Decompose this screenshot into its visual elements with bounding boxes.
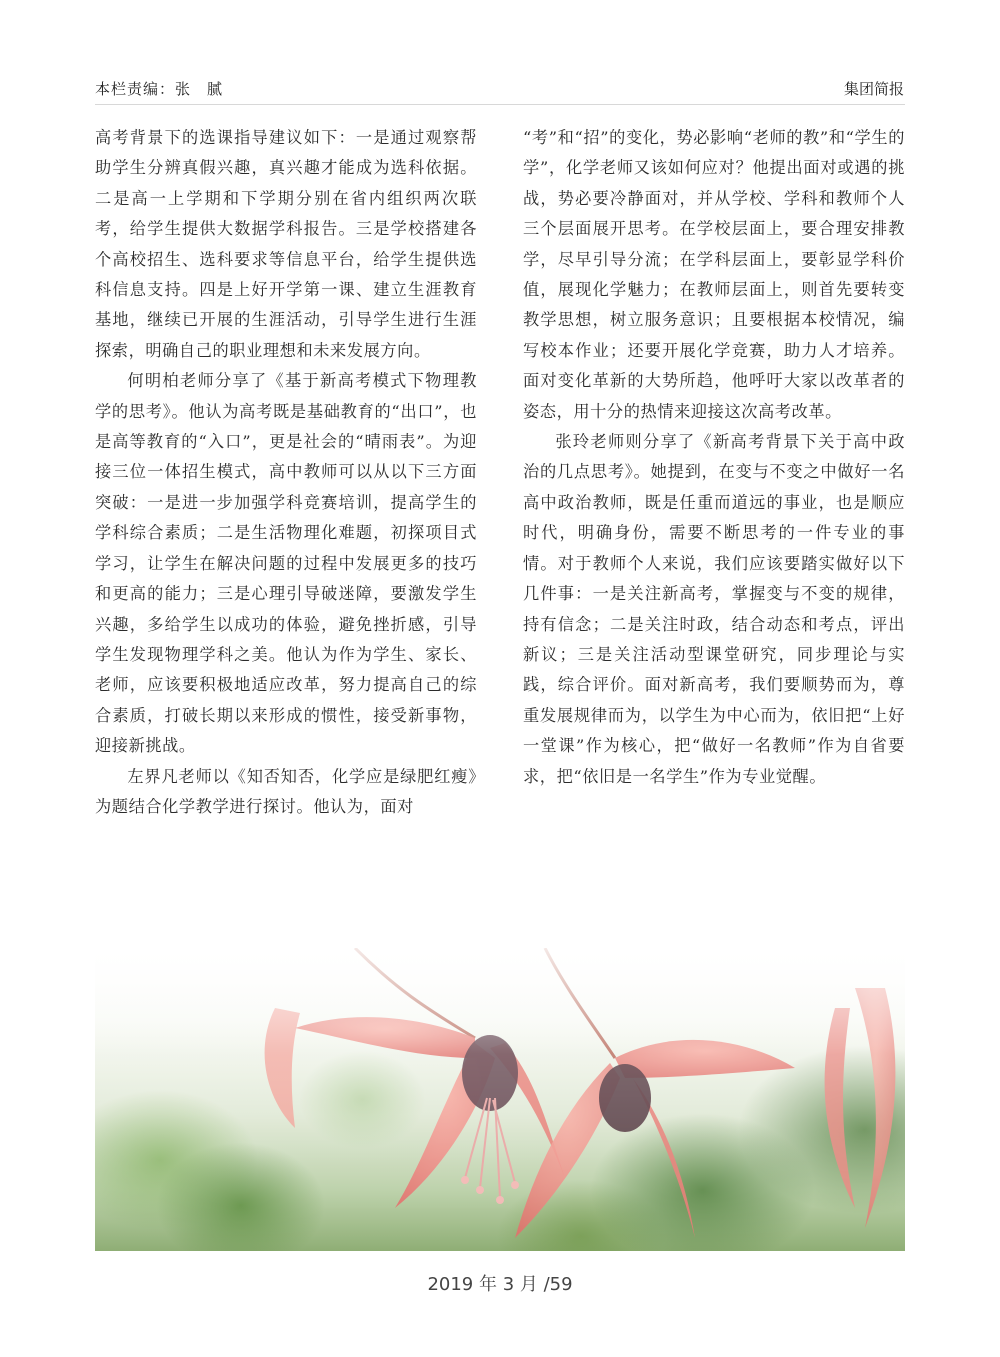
paragraph: 张玲老师则分享了《新高考背景下关于高中政治的几点思考》。她提到，在变与不变之中做好一名高中政治教师，既是任重而道远的事业，也是顺应时代，明确身份，需要不断思考的一件专业的事情。对于教师个人来说，我们应该要踏实做好以下几件事：一是关注新高考，掌握变与不变的规律，持有信念；二是关注时政，结合动态和考点，评出新议；三是关注活动型课堂研究，同步理论与实践，综合评价。面对新高考，我们要顺势而为，尊重发展规律而为，以学生为中心而为，依旧把“上好一堂课”作为核心，把“做好一名教师”作为自省要求，把“依旧是一名学生”作为专业觉醒。 [523,432,905,786]
section-title: 集团简报 [843,80,904,98]
flower-illustration [95,948,905,1251]
paragraph: “考”和“招”的变化，势必影响“老师的教”和“学生的学”，化学老师又该如何应对？他提出面对或遇的挑战，势必要冷静面对，并从学校、学科和教师个人三个层面展开思考。在学校层面上，要合理安排教学，尽早引导分流；在学科层面上，要彰显学科价值，展现化学魅力；在教师层面上，则首先要转变教学思想，树立服务意识；且要根据本校情况，编写校本作业；还要开展化学竞赛，助力人才培养。面对变化革新的大势所趋，他呼吁大家以改革者的姿态，用十分的热情来迎接这次高考改革。 [523,128,905,421]
right-column [523,123,905,792]
paragraph: 何明柏老师分享了《基于新高考模式下物理教学的思考》。他认为高考既是基础教育的“出口”，也是高等教育的“入口”，更是社会的“晴雨表”。为迎接三位一体招生模式，高中教师可以从以下三方面突破：一是进一步加强学科竞赛培训，提高学生的学科综合素质；二是生活物理化难题，初探项目式学习，让学生在解决问题的过程中发展更多的技巧和更高的能力；三是心理引导破迷障，要激发学生兴趣，多给学生以成功的体验，避免挫折感，引导学生发现物理学科之美。他认为作为学生、家长、老师，应该要积极地适应改革，努力提高自己的综合素质，打破长期以来形成的惯性，接受新事物，迎接新挑战。 [95,371,477,756]
editor-credit: 本栏责编：张 腻 [95,80,224,98]
left-column [95,123,477,822]
page-footer: 2019 年 3 月 /59 [427,1274,573,1295]
paragraph: 左界凡老师以《知否知否，化学应是绿肥红瘦》为题结合化学教学进行探讨。他认为，面对 [95,766,477,816]
paragraph: 高考背景下的选课指导建议如下：一是通过观察帮助学生分辨真假兴趣，真兴趣才能成为选科依据。二是高一上学期和下学期分别在省内组织两次联考，给学生提供大数据学科报告。三是学校搭建各个高校招生、选科要求等信息平台，给学生提供选科信息支持。四是上好开学第一课、建立生涯教育基地，继续已开展的生涯活动，引导学生进行生涯探索，明确自己的职业理想和未来发展方向。 [95,128,477,360]
fuchsia-flower-photo [95,948,905,1251]
header-divider [95,104,905,105]
